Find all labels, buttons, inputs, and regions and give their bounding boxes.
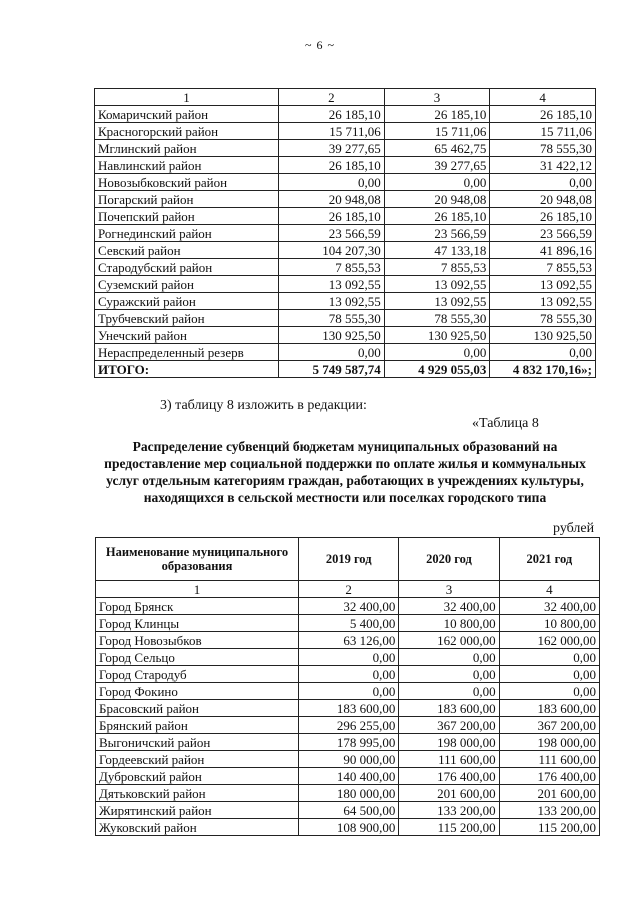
table-cell: 0,00 — [399, 649, 499, 666]
table-cell: 111 600,00 — [399, 751, 499, 768]
table-number-row — [96, 581, 600, 598]
table-row — [96, 768, 600, 785]
table-cell: 10 800,00 — [399, 615, 499, 632]
table-cell: 4 — [499, 581, 599, 598]
table-cell: Унечский район — [95, 327, 279, 344]
table-cell: Почепский район — [95, 208, 279, 225]
table-cell: 2 — [279, 89, 385, 106]
table-cell: 5 749 587,74 — [279, 361, 385, 378]
table-cell: 367 200,00 — [499, 717, 599, 734]
table-cell: 201 600,00 — [499, 785, 599, 802]
table-header-row — [96, 538, 600, 581]
table-row — [95, 157, 596, 174]
table-cell: Погарский район — [95, 191, 279, 208]
table-row — [95, 191, 596, 208]
table-label: «Таблица 8 — [472, 416, 539, 431]
table-cell: 26 185,10 — [279, 208, 385, 225]
table-cell: 178 995,00 — [299, 734, 399, 751]
table-row — [96, 751, 600, 768]
table-cell: 0,00 — [384, 174, 490, 191]
table-cell: Новозыбковский район — [95, 174, 279, 191]
table-cell: 111 600,00 — [499, 751, 599, 768]
table-cell: 2 — [299, 581, 399, 598]
table-cell: 201 600,00 — [399, 785, 499, 802]
table-cell: 1 — [96, 581, 299, 598]
table-cell: 20 948,08 — [384, 191, 490, 208]
table-row — [95, 327, 596, 344]
table-header-row — [95, 89, 596, 106]
table-cell: 0,00 — [279, 174, 385, 191]
table-cell: 26 185,10 — [279, 157, 385, 174]
table-cell: 0,00 — [499, 683, 599, 700]
table-cell: 65 462,75 — [384, 140, 490, 157]
table-cell: Брянский район — [96, 717, 299, 734]
table-cell: 78 555,30 — [279, 310, 385, 327]
table-cell: 26 185,10 — [279, 106, 385, 123]
table-cell: 0,00 — [399, 683, 499, 700]
table-cell: 183 600,00 — [399, 700, 499, 717]
table-cell: Комаричский район — [95, 106, 279, 123]
table-cell: 104 207,30 — [279, 242, 385, 259]
table-cell: 176 400,00 — [499, 768, 599, 785]
table-cell: 0,00 — [499, 649, 599, 666]
table-cell: 47 133,18 — [384, 242, 490, 259]
table-cell: Мглинский район — [95, 140, 279, 157]
table-cell: 78 555,30 — [384, 310, 490, 327]
table-cell: 108 900,00 — [299, 819, 399, 836]
table-row — [95, 310, 596, 327]
table-cell: Жирятинский район — [96, 802, 299, 819]
table-cell: 0,00 — [490, 344, 596, 361]
table-cell: 183 600,00 — [499, 700, 599, 717]
table-cell: Суражский район — [95, 293, 279, 310]
table-cell: 63 126,00 — [299, 632, 399, 649]
table-cell: 0,00 — [299, 683, 399, 700]
table-cell: 0,00 — [299, 649, 399, 666]
table-row — [95, 106, 596, 123]
table-cell: 162 000,00 — [399, 632, 499, 649]
table-row — [95, 140, 596, 157]
table-row — [95, 276, 596, 293]
table-cell: 3 — [399, 581, 499, 598]
table-row — [95, 208, 596, 225]
table-row — [95, 259, 596, 276]
subsidy-table-continued — [94, 88, 596, 378]
table-cell: Суземский район — [95, 276, 279, 293]
table-cell: 162 000,00 — [499, 632, 599, 649]
table-cell: Нераспределенный резерв — [95, 344, 279, 361]
table-cell: 39 277,65 — [384, 157, 490, 174]
table-cell: ИТОГО: — [95, 361, 279, 378]
table-cell: 296 255,00 — [299, 717, 399, 734]
table-cell: Выгоничский район — [96, 734, 299, 751]
table-cell: 133 200,00 — [399, 802, 499, 819]
table-total-row — [95, 361, 596, 378]
table-cell: 133 200,00 — [499, 802, 599, 819]
table-cell: 198 000,00 — [499, 734, 599, 751]
unit-label: рублей — [553, 521, 595, 536]
table-8 — [95, 537, 600, 836]
table-cell: 140 400,00 — [299, 768, 399, 785]
table-cell: Севский район — [95, 242, 279, 259]
table-cell: Город Новозыбков — [96, 632, 299, 649]
table-cell: 13 092,55 — [384, 276, 490, 293]
table-cell: 13 092,55 — [490, 276, 596, 293]
table-cell: 13 092,55 — [384, 293, 490, 310]
table-cell: 180 000,00 — [299, 785, 399, 802]
table-cell: 0,00 — [384, 344, 490, 361]
table-cell: Наименование муниципального образования — [96, 538, 299, 581]
table-cell: 0,00 — [299, 666, 399, 683]
table-row — [95, 293, 596, 310]
table-row — [96, 598, 600, 615]
table-cell: Город Брянск — [96, 598, 299, 615]
table-cell: 7 855,53 — [384, 259, 490, 276]
table-cell: 26 185,10 — [490, 106, 596, 123]
table-cell: Трубчевский район — [95, 310, 279, 327]
table-cell: 0,00 — [279, 344, 385, 361]
table-row — [96, 785, 600, 802]
table-cell: 26 185,10 — [490, 208, 596, 225]
table-cell: Красногорский район — [95, 123, 279, 140]
table-cell: 13 092,55 — [279, 276, 385, 293]
table-row — [96, 734, 600, 751]
table-cell: 176 400,00 — [399, 768, 499, 785]
table-cell: 41 896,16 — [490, 242, 596, 259]
table-cell: 32 400,00 — [299, 598, 399, 615]
table-row — [96, 666, 600, 683]
table-heading: Распределение субвенций бюджетам муниципальных образований на предоставление мер социальной поддержки по оплате жилья и коммунальных услуг отдельным категориям граждан, работающих в учреждениях культуры, находящихся в сельской местности или поселках городского типа — [104, 439, 586, 505]
table-cell: 39 277,65 — [279, 140, 385, 157]
table-cell: Рогнединский район — [95, 225, 279, 242]
table-cell: 78 555,30 — [490, 140, 596, 157]
table-row — [96, 802, 600, 819]
amendment-paragraph: 3) таблицу 8 изложить в редакции: — [160, 398, 367, 413]
table-row — [96, 717, 600, 734]
table-cell: Город Сельцо — [96, 649, 299, 666]
table-cell: 26 185,10 — [384, 106, 490, 123]
table-cell: 32 400,00 — [399, 598, 499, 615]
table-cell: Брасовский район — [96, 700, 299, 717]
table-cell: 367 200,00 — [399, 717, 499, 734]
table-row — [96, 700, 600, 717]
table-cell: Дубровский район — [96, 768, 299, 785]
table-row — [96, 632, 600, 649]
table-cell: 5 400,00 — [299, 615, 399, 632]
table-cell: 183 600,00 — [299, 700, 399, 717]
table-row — [95, 174, 596, 191]
table-cell: Город Фокино — [96, 683, 299, 700]
table-cell: 4 — [490, 89, 596, 106]
table-row — [95, 225, 596, 242]
table-cell: 1 — [95, 89, 279, 106]
table-cell: 0,00 — [490, 174, 596, 191]
table-cell: 23 566,59 — [384, 225, 490, 242]
table-cell: Город Клинцы — [96, 615, 299, 632]
table-row — [96, 615, 600, 632]
table-cell: 198 000,00 — [399, 734, 499, 751]
table-cell: 7 855,53 — [279, 259, 385, 276]
table-cell: 32 400,00 — [499, 598, 599, 615]
table-cell: 20 948,08 — [490, 191, 596, 208]
table-cell: Стародубский район — [95, 259, 279, 276]
table-cell: 90 000,00 — [299, 751, 399, 768]
table-cell: Город Стародуб — [96, 666, 299, 683]
table-cell: 130 925,50 — [279, 327, 385, 344]
table-cell: Гордеевский район — [96, 751, 299, 768]
table-cell: 13 092,55 — [490, 293, 596, 310]
table-cell: 15 711,06 — [279, 123, 385, 140]
table-cell: 7 855,53 — [490, 259, 596, 276]
table-row — [95, 344, 596, 361]
table-cell: 20 948,08 — [279, 191, 385, 208]
table-row — [96, 649, 600, 666]
table-cell: 130 925,50 — [384, 327, 490, 344]
table-cell: 2019 год — [299, 538, 399, 581]
table-cell: 15 711,06 — [490, 123, 596, 140]
table-cell: 115 200,00 — [399, 819, 499, 836]
table-cell: 13 092,55 — [279, 293, 385, 310]
table-cell: 10 800,00 — [499, 615, 599, 632]
table-row — [96, 819, 600, 836]
table-cell: 4 929 055,03 — [384, 361, 490, 378]
table-cell: 2020 год — [399, 538, 499, 581]
table-cell: 26 185,10 — [384, 208, 490, 225]
table-cell: 0,00 — [399, 666, 499, 683]
table-row — [95, 123, 596, 140]
table-cell: 15 711,06 — [384, 123, 490, 140]
table-cell: 23 566,59 — [279, 225, 385, 242]
table-cell: 2021 год — [499, 538, 599, 581]
page-number: ~ 6 ~ — [305, 38, 335, 52]
table-cell: 4 832 170,16»; — [490, 361, 596, 378]
table-cell: 130 925,50 — [490, 327, 596, 344]
table-cell: 64 500,00 — [299, 802, 399, 819]
table-row — [96, 683, 600, 700]
table-cell: 78 555,30 — [490, 310, 596, 327]
table-cell: 23 566,59 — [490, 225, 596, 242]
table-cell: 115 200,00 — [499, 819, 599, 836]
table-cell: Навлинский район — [95, 157, 279, 174]
table-cell: 0,00 — [499, 666, 599, 683]
table-cell: Жуковский район — [96, 819, 299, 836]
table-cell: 31 422,12 — [490, 157, 596, 174]
table-row — [95, 242, 596, 259]
table-cell: 3 — [384, 89, 490, 106]
table-cell: Дятьковский район — [96, 785, 299, 802]
